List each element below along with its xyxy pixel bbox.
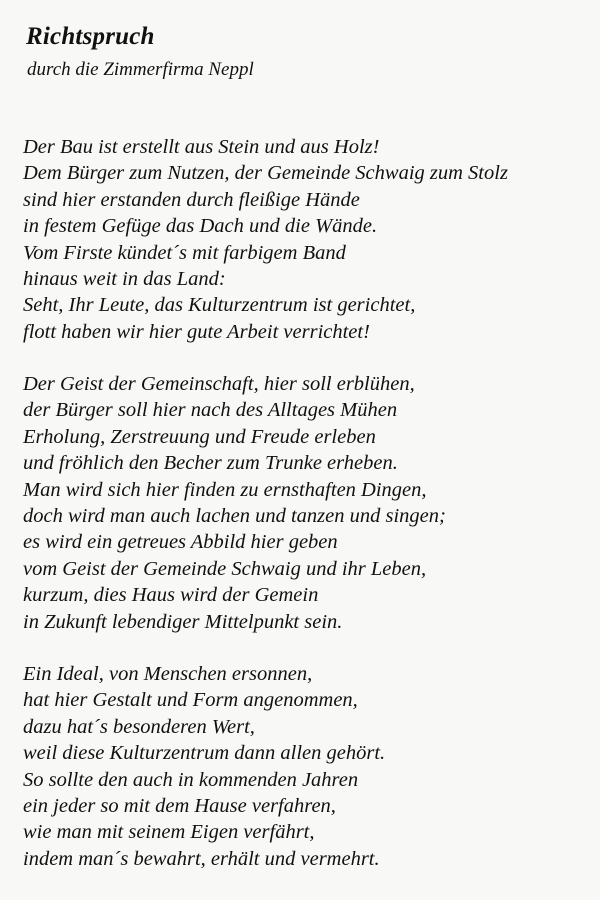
poem-line: kurzum, dies Haus wird der Gemein	[23, 584, 319, 607]
poem-line: und fröhlich den Becher zum Trunke erheben.	[23, 452, 398, 475]
poem-line: doch wird man auch lachen und tanzen und singen;	[23, 504, 446, 527]
poem-stanza-1	[23, 134, 508, 345]
poem-line: dazu hat´s besonderen Wert,	[23, 715, 255, 738]
poem-line: es wird ein getreues Abbild hier geben	[23, 531, 338, 554]
poem-line: sind hier erstanden durch fleißige Hände	[23, 188, 360, 211]
poem-line: ein jeder so mit dem Hause verfahren,	[23, 794, 336, 817]
poem-line: Erholung, Zerstreuung und Freude erleben	[23, 425, 376, 448]
poem-stanza-2	[23, 371, 446, 635]
poem-line: indem man´s bewahrt, erhält und vermehrt.	[23, 847, 380, 870]
poem-line: der Bürger soll hier nach des Alltages Mühen	[23, 399, 398, 422]
poem-stanza-3	[23, 661, 385, 872]
poem-line: in Zukunft lebendiger Mittelpunkt sein.	[23, 610, 343, 633]
poem-line: Ein Ideal, von Menschen ersonnen,	[23, 663, 313, 685]
poem-line: Der Bau ist erstellt aus Stein und aus Holz!	[23, 136, 380, 158]
poem-line: hinaus weit in das Land:	[23, 267, 226, 290]
poem-line: in festem Gefüge das Dach und die Wände.	[23, 215, 378, 238]
document-subtitle: durch die Zimmerfirma Neppl	[27, 59, 254, 80]
document-title: Richtspruch	[26, 23, 155, 50]
poem-line: Man wird sich hier finden zu ernsthaften Dingen,	[23, 478, 427, 501]
poem-line: So sollte den auch in kommenden Jahren	[23, 768, 359, 791]
poem-line: hat hier Gestalt und Form angenommen,	[23, 689, 358, 712]
poem-line: Seht, Ihr Leute, das Kulturzentrum ist gerichtet,	[23, 294, 416, 317]
poem-line: Vom Firste kündet´s mit farbigem Band	[23, 241, 346, 264]
poem-line: wie man mit seinem Eigen verfährt,	[23, 821, 315, 844]
poem-line: Dem Bürger zum Nutzen, der Gemeinde Schwaig zum Stolz	[23, 162, 508, 185]
poem-line: Der Geist der Gemeinschaft, hier soll erblühen,	[23, 373, 415, 395]
poem-line: weil diese Kulturzentrum dann allen gehört.	[23, 742, 386, 765]
poem-line: vom Geist der Gemeinde Schwaig und ihr Leben,	[23, 557, 427, 580]
poem-line: flott haben wir hier gute Arbeit verrichtet!	[23, 320, 370, 343]
